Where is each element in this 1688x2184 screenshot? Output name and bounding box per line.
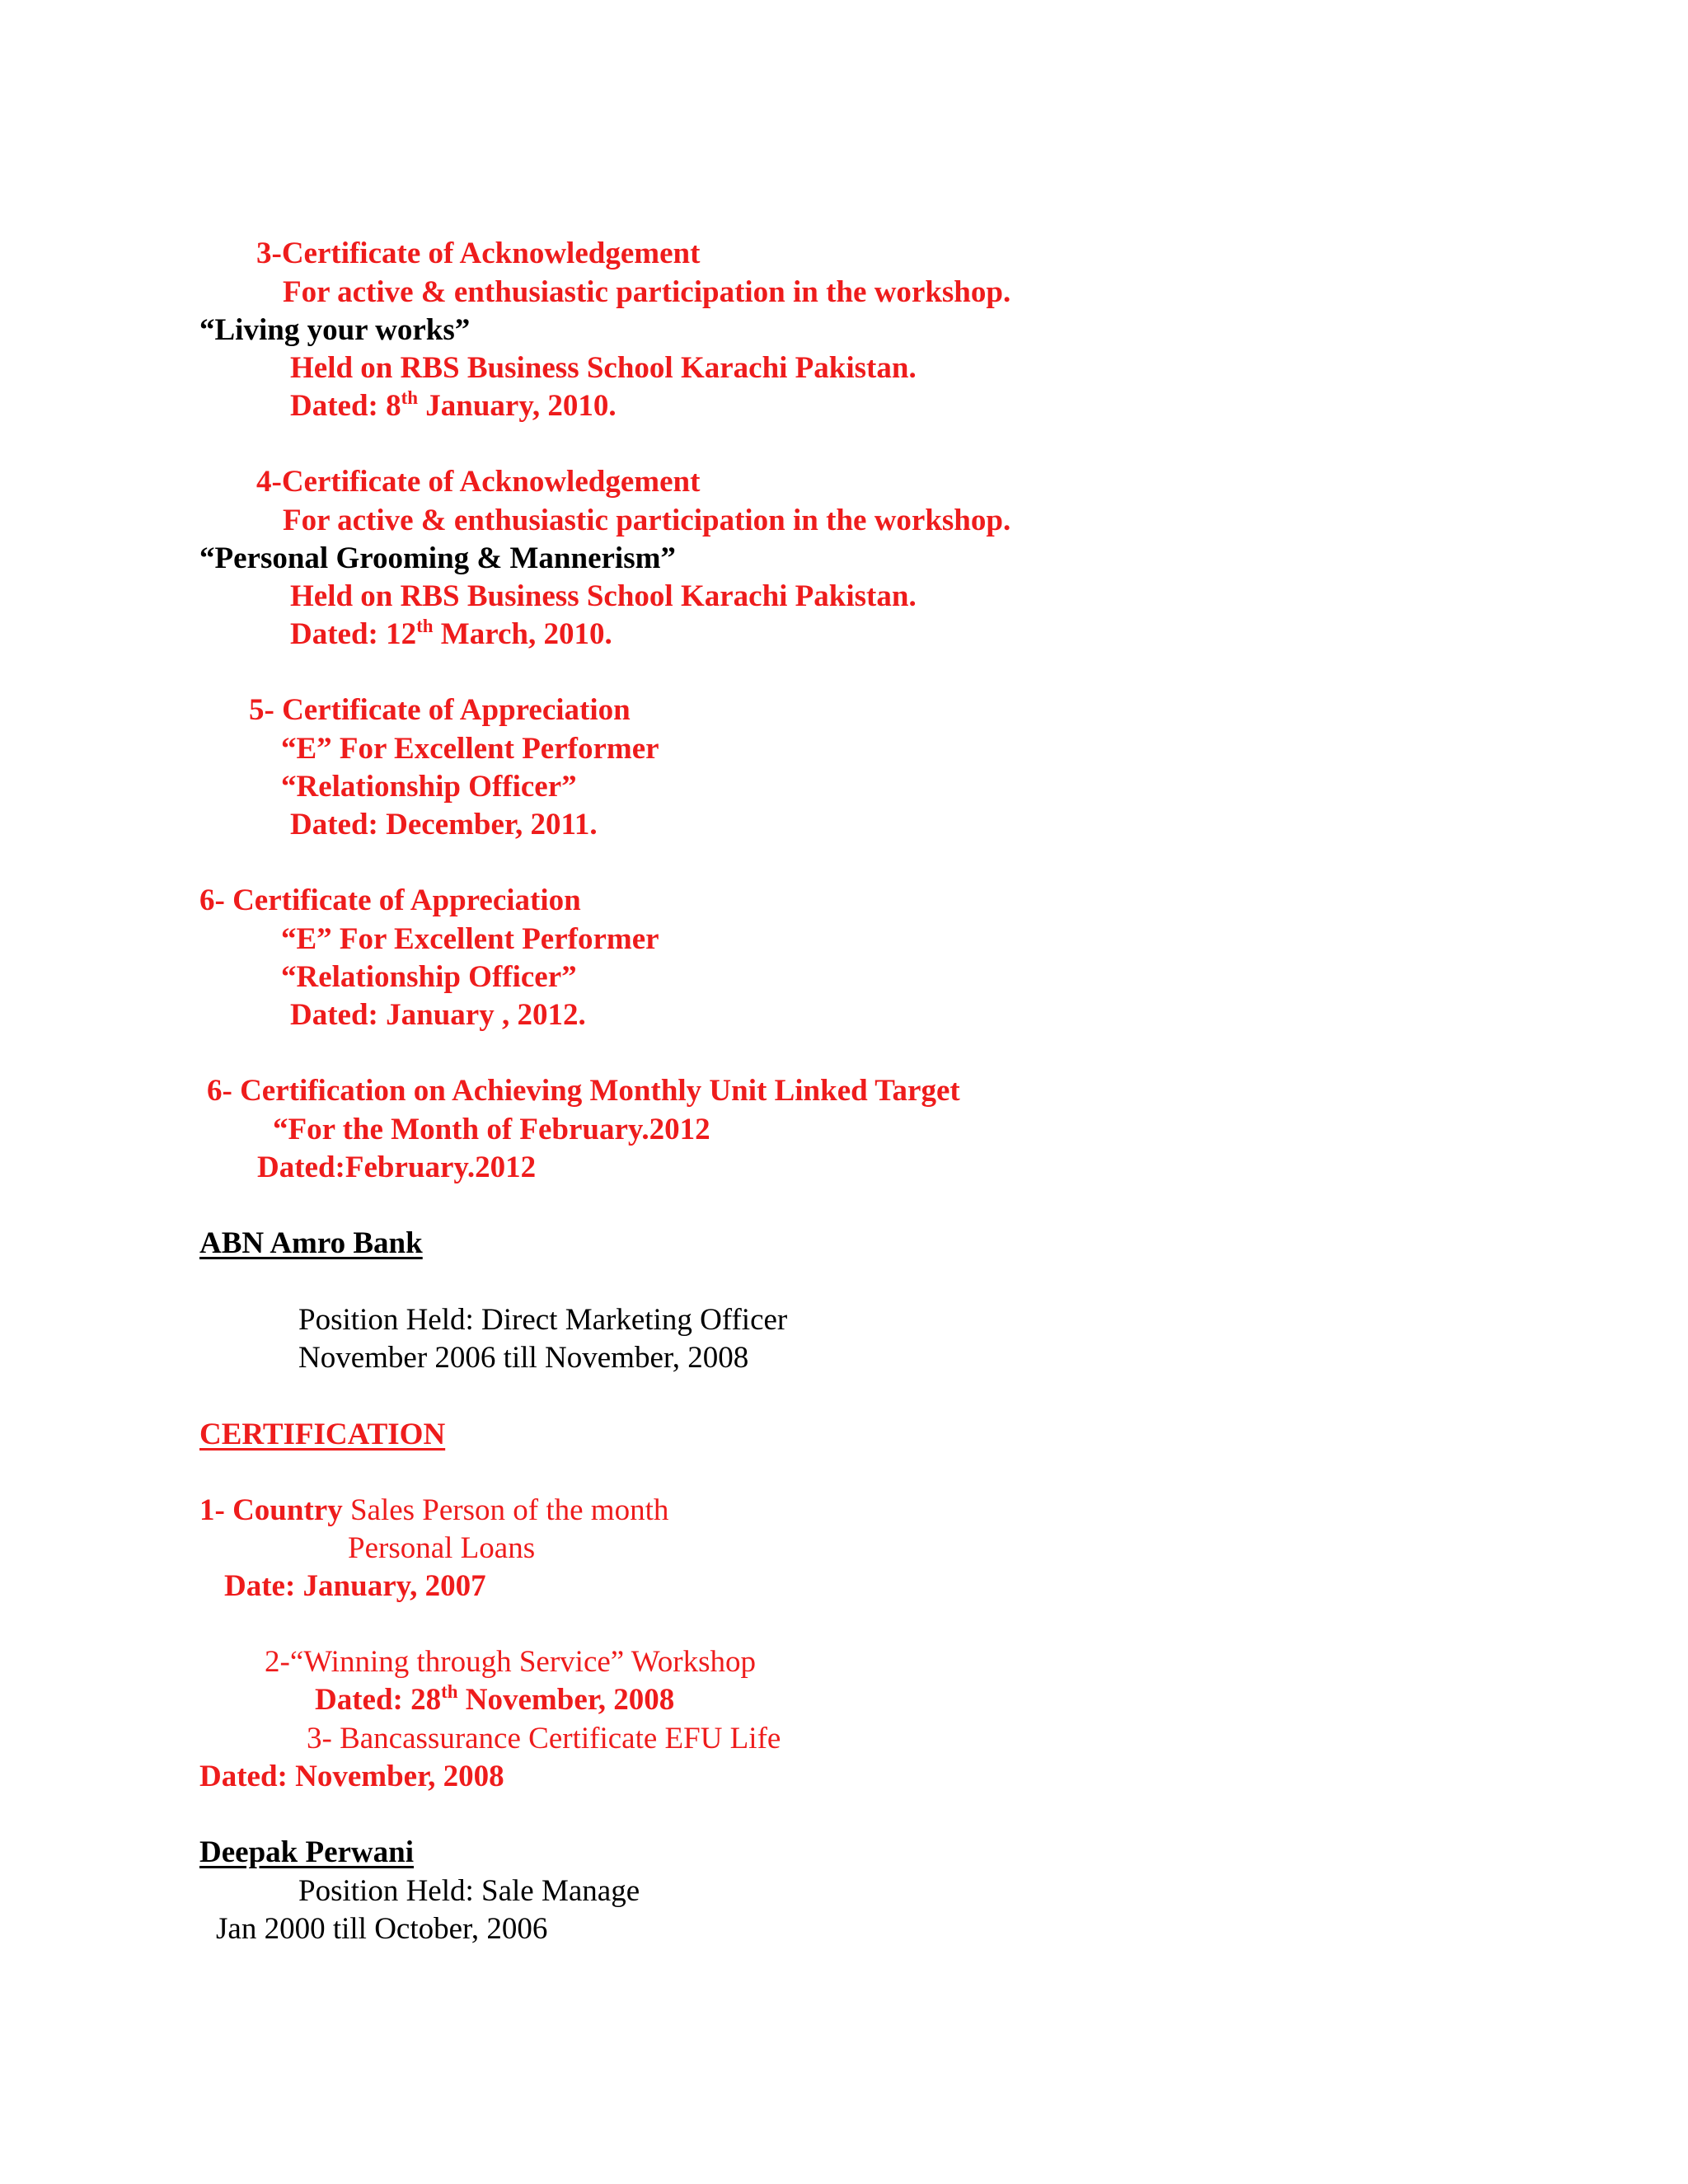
certification-item2-date-suffix: November, 2008 — [457, 1683, 675, 1717]
certification-item2-date-prefix: Dated: 28 — [315, 1683, 442, 1717]
cert6b-title: 6- Certification on Achieving Monthly Unit Linked Target — [207, 1074, 960, 1108]
cert6b-date: Dated:February.2012 — [257, 1151, 537, 1184]
cert3-title: 3-Certificate of Acknowledgement — [256, 237, 701, 270]
certification-item1-date: Date: January, 2007 — [224, 1569, 486, 1603]
certification-item1-line2: Personal Loans — [348, 1531, 536, 1565]
cert3-date-suffix: January, 2010. — [418, 389, 617, 423]
cert4-date — [290, 615, 612, 651]
certification-item1-rest: Sales Person of the month — [342, 1493, 669, 1527]
cert3-date-prefix: Dated: 8 — [290, 389, 401, 423]
cert3-date — [290, 387, 617, 423]
cert4-venue: Held on RBS Business School Karachi Pakistan. — [290, 579, 917, 613]
certification-heading: CERTIFICATION — [199, 1418, 446, 1451]
deepak-position: Position Held: Sale Manage — [298, 1874, 640, 1908]
certification-item3: 3- Bancassurance Certificate EFU Life — [307, 1722, 781, 1755]
certification-item2-date-sup: th — [441, 1680, 458, 1702]
certification-item3-date: Dated: November, 2008 — [199, 1760, 504, 1793]
abn-position: Position Held: Direct Marketing Officer — [298, 1303, 788, 1337]
certification-item2-date — [315, 1680, 675, 1717]
certification-item1 — [199, 1495, 668, 1526]
cert5-award: “E” For Excellent Performer — [281, 732, 659, 766]
cert6a-role: “Relationship Officer” — [281, 960, 577, 994]
cert3-venue: Held on RBS Business School Karachi Pakistan. — [290, 351, 917, 385]
deepak-period: Jan 2000 till October, 2006 — [216, 1912, 548, 1946]
deepak-heading: Deepak Perwani — [199, 1835, 414, 1869]
cert5-title: 5- Certificate of Appreciation — [249, 693, 631, 727]
cert4-date-sup: th — [416, 615, 434, 636]
cert5-date: Dated: December, 2011. — [290, 808, 598, 841]
cert3-purpose: For active & enthusiastic participation in the workshop. — [283, 275, 1011, 309]
certification-item2: 2-“Winning through Service” Workshop — [265, 1645, 756, 1679]
cert5-role: “Relationship Officer” — [281, 770, 577, 804]
cert6a-title: 6- Certificate of Appreciation — [199, 883, 581, 917]
cert4-title: 4-Certificate of Acknowledgement — [256, 465, 701, 499]
cert3-workshop: “Living your works” — [199, 313, 471, 347]
cert6b-month: “For the Month of February.2012 — [273, 1113, 710, 1146]
cert3-date-sup: th — [401, 387, 419, 408]
cert4-workshop: “Personal Grooming & Mannerism” — [199, 541, 676, 575]
abn-heading: ABN Amro Bank — [199, 1226, 423, 1260]
cert4-date-prefix: Dated: 12 — [290, 617, 417, 651]
cert6a-date: Dated: January , 2012. — [290, 998, 586, 1032]
abn-period: November 2006 till November, 2008 — [298, 1341, 749, 1375]
cert4-date-suffix: March, 2010. — [433, 617, 612, 651]
cert4-purpose: For active & enthusiastic participation in the workshop. — [283, 504, 1011, 537]
cert6a-award: “E” For Excellent Performer — [281, 922, 659, 956]
certification-item1-bold: 1- Country — [199, 1493, 343, 1527]
